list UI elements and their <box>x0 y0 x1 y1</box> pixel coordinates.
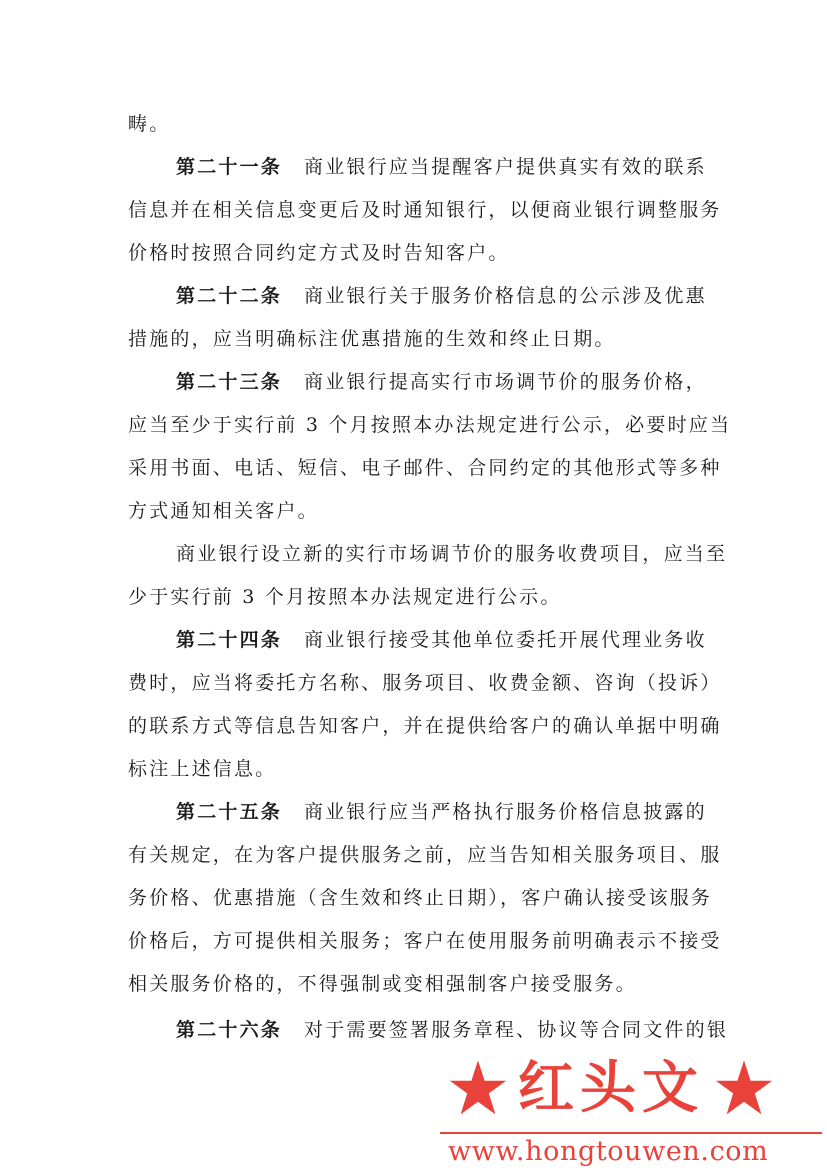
text-line <box>128 455 722 481</box>
article-24-first-line <box>176 627 707 653</box>
text-line <box>128 326 700 352</box>
text-line <box>128 842 722 868</box>
star-icon <box>714 1058 774 1118</box>
line-text: 价格时按照合同约定方式及时告知客户。 <box>128 242 510 264</box>
watermark-url: www.hongtouwen.com <box>448 1136 769 1167</box>
line-text: 商业银行关于服务价格信息的公示涉及优惠 <box>304 285 707 307</box>
article-25-first-line <box>176 799 707 825</box>
article-heading: 第二十二条 <box>176 285 283 307</box>
watermark-divider <box>440 1132 822 1134</box>
text-line <box>128 197 722 223</box>
text-line <box>128 584 700 610</box>
line-text: 采用书面、电话、短信、电子邮件、合同约定的其他形式等多种 <box>128 457 722 479</box>
line-text: 商业银行应当严格执行服务价格信息披露的 <box>304 801 707 823</box>
text-line <box>128 670 722 696</box>
text-line <box>128 713 722 739</box>
line-text: 务价格、优惠措施（含生效和终止日期），客户确认接受该服务 <box>128 887 713 909</box>
text-line <box>128 885 713 911</box>
line-text: 措施的，应当明确标注优惠措施的生效和终止日期。 <box>128 328 616 350</box>
line-text: 商业银行提高实行市场调节价的服务价格， <box>304 371 707 393</box>
watermark <box>0 1040 827 1170</box>
line-text: 应当至少于实行前 3 个月按照本办法规定进行公示，必要时应当 <box>128 414 732 436</box>
text-line <box>128 928 722 954</box>
line-text: 的联系方式等信息告知客户，并在提供给客户的确认单据中明确 <box>128 715 722 737</box>
article-heading: 第二十三条 <box>176 371 283 393</box>
text-line <box>128 756 700 782</box>
line-text: 费时，应当将委托方名称、服务项目、收费金额、咨询（投诉） <box>128 672 722 694</box>
line-text: 标注上述信息。 <box>128 758 277 780</box>
article-22-first-line <box>176 283 707 309</box>
article-heading: 第二十一条 <box>176 156 283 178</box>
line-text: 信息并在相关信息变更后及时通知银行，以便商业银行调整服务 <box>128 199 722 221</box>
line-text: 商业银行应当提醒客户提供真实有效的联系 <box>304 156 707 178</box>
line-text: 有关规定，在为客户提供服务之前，应当告知相关服务项目、服 <box>128 844 722 866</box>
line-text: 商业银行设立新的实行市场调节价的服务收费项目，应当至 <box>176 543 728 565</box>
text-line <box>128 971 700 997</box>
text-line <box>128 498 700 524</box>
star-icon <box>448 1058 508 1118</box>
text-line <box>128 111 700 137</box>
line-text: 对于需要签署服务章程、协议等合同文件的银 <box>304 1019 729 1041</box>
article-heading: 第二十五条 <box>176 801 283 823</box>
paragraph-first-line <box>176 541 728 567</box>
line-text: 相关服务价格的，不得强制或变相强制客户接受服务。 <box>128 973 637 995</box>
line-text: 商业银行接受其他单位委托开展代理业务收 <box>304 629 707 651</box>
watermark-title-row <box>448 1055 774 1121</box>
line-text: 畴。 <box>128 113 171 135</box>
text-line <box>128 412 732 438</box>
article-heading: 第二十四条 <box>176 629 283 651</box>
article-21-first-line <box>176 154 707 180</box>
article-23-first-line <box>176 369 707 395</box>
article-heading: 第二十六条 <box>176 1019 283 1041</box>
text-line <box>128 240 700 266</box>
watermark-title: 红头文 <box>518 1055 704 1121</box>
line-text: 少于实行前 3 个月按照本办法规定进行公示。 <box>128 586 562 608</box>
line-text: 价格后，方可提供相关服务；客户在使用服务前明确表示不接受 <box>128 930 722 952</box>
line-text: 方式通知相关客户。 <box>128 500 319 522</box>
